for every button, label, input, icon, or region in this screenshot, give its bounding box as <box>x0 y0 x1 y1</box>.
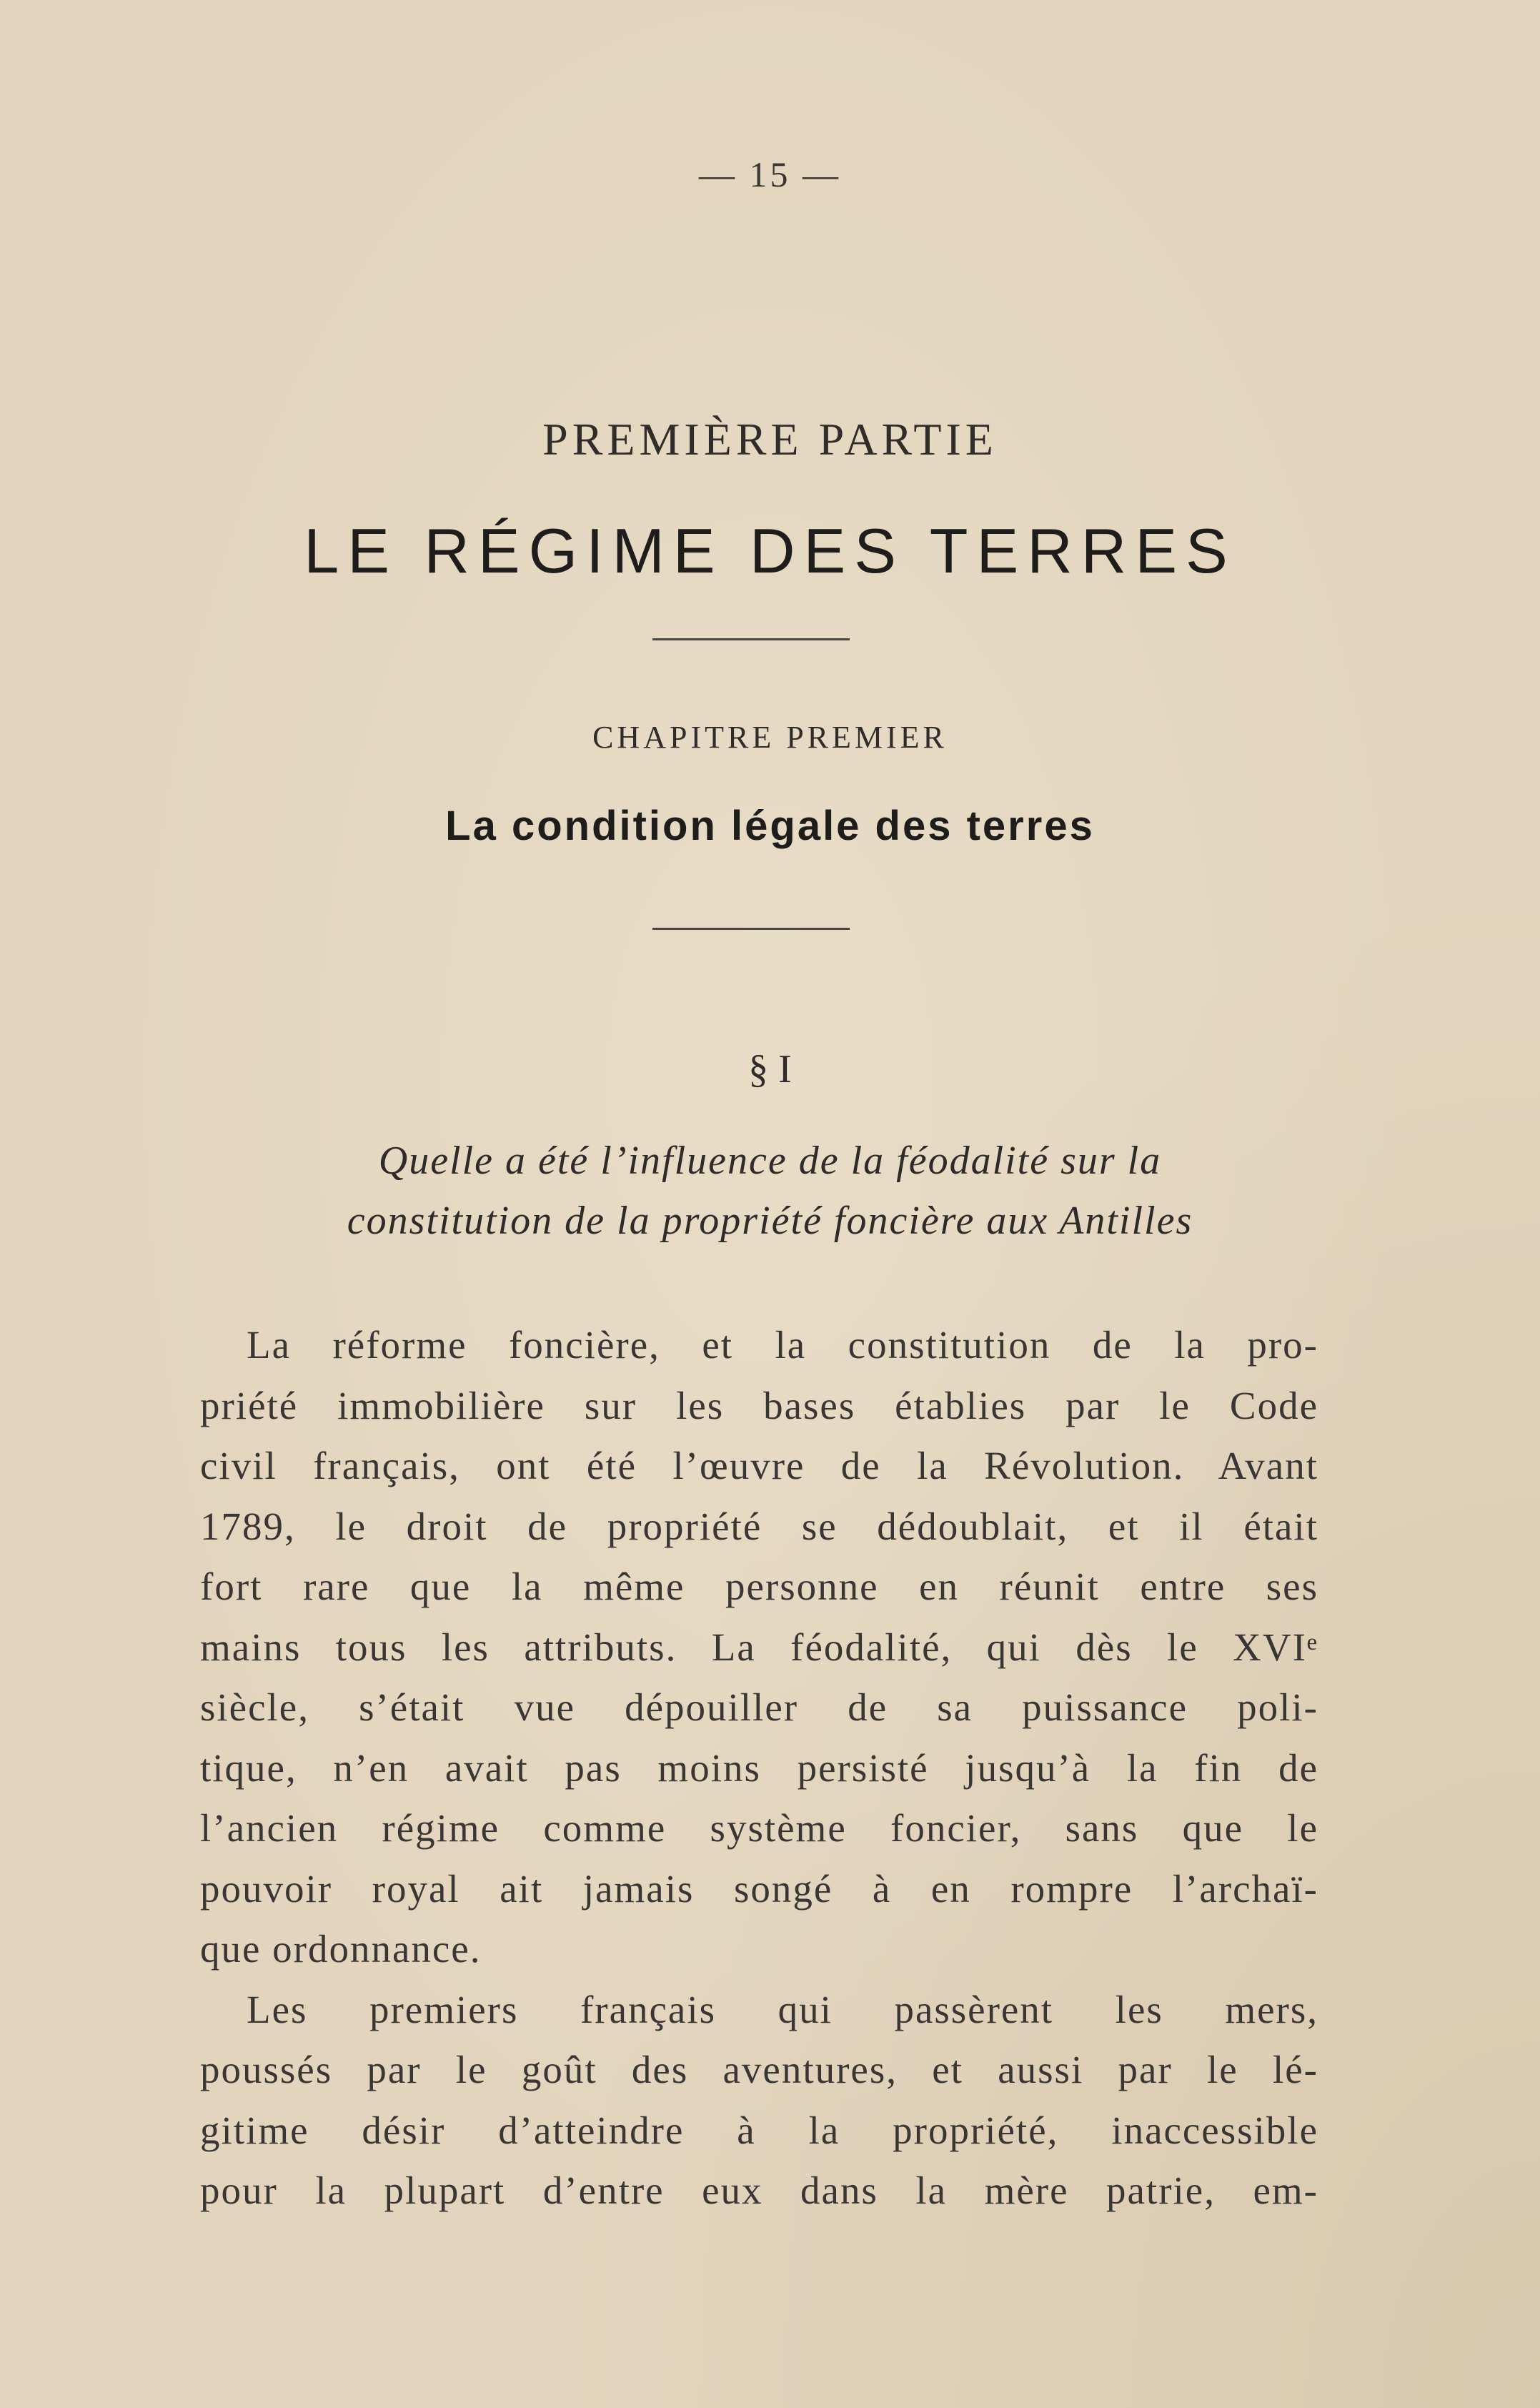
body-line: tique, n’en avait pas moins persisté jusqu’à la fin de <box>200 1745 1318 1790</box>
page-number: — 15 — <box>699 154 841 194</box>
chapter-label: CHAPITRE PREMIER <box>592 720 948 755</box>
body-line: l’ancien régime comme système foncier, sans que le <box>200 1806 1318 1850</box>
main-title: LE RÉGIME DES TERRES <box>304 515 1236 586</box>
section-title-line: constitution de la propriété foncière aux Antilles <box>347 1199 1193 1243</box>
body-text <box>200 1315 1318 2221</box>
body-line: 1789, le droit de propriété se dédoublait, et il était <box>200 1504 1318 1548</box>
title-divider <box>652 638 850 640</box>
chapter-divider <box>652 928 850 930</box>
body-line: gitime désir d’atteindre à la propriété, inaccessible <box>200 2108 1318 2152</box>
body-line: pouvoir royal ait jamais songé à en rompre l’archaï- <box>200 1866 1318 1911</box>
part-title: PREMIÈRE PARTIE <box>542 414 998 465</box>
body-line: civil français, ont été l’œuvre de la Révolution. Avant <box>200 1444 1318 1487</box>
body-line: mains tous les attributs. La féodalité, qui dès le XVIᵉ <box>200 1625 1318 1669</box>
body-line: siècle, s’était vue dépouiller de sa puissance poli- <box>200 1685 1318 1729</box>
section-title <box>214 1131 1326 1251</box>
section-mark: § I <box>748 1047 792 1091</box>
body-line: Les premiers français qui passèrent les mers, <box>247 1987 1318 2031</box>
body-line: que ordonnance. <box>200 1927 482 1971</box>
body-line: La réforme foncière, et la constitution de la pro- <box>247 1323 1318 1367</box>
body-line: pour la plupart d’entre eux dans la mère patrie, em- <box>200 2169 1318 2212</box>
section-title-line: Quelle a été l’influence de la féodalité sur la <box>378 1139 1162 1183</box>
chapter-title: La condition légale des terres <box>445 803 1095 849</box>
body-line: poussés par le goût des aventures, et aussi par le lé- <box>200 2048 1318 2091</box>
body-line: priété immobilière sur les bases établies par le Code <box>200 1383 1318 1427</box>
body-line: fort rare que la même personne en réunit entre ses <box>200 1565 1318 1608</box>
